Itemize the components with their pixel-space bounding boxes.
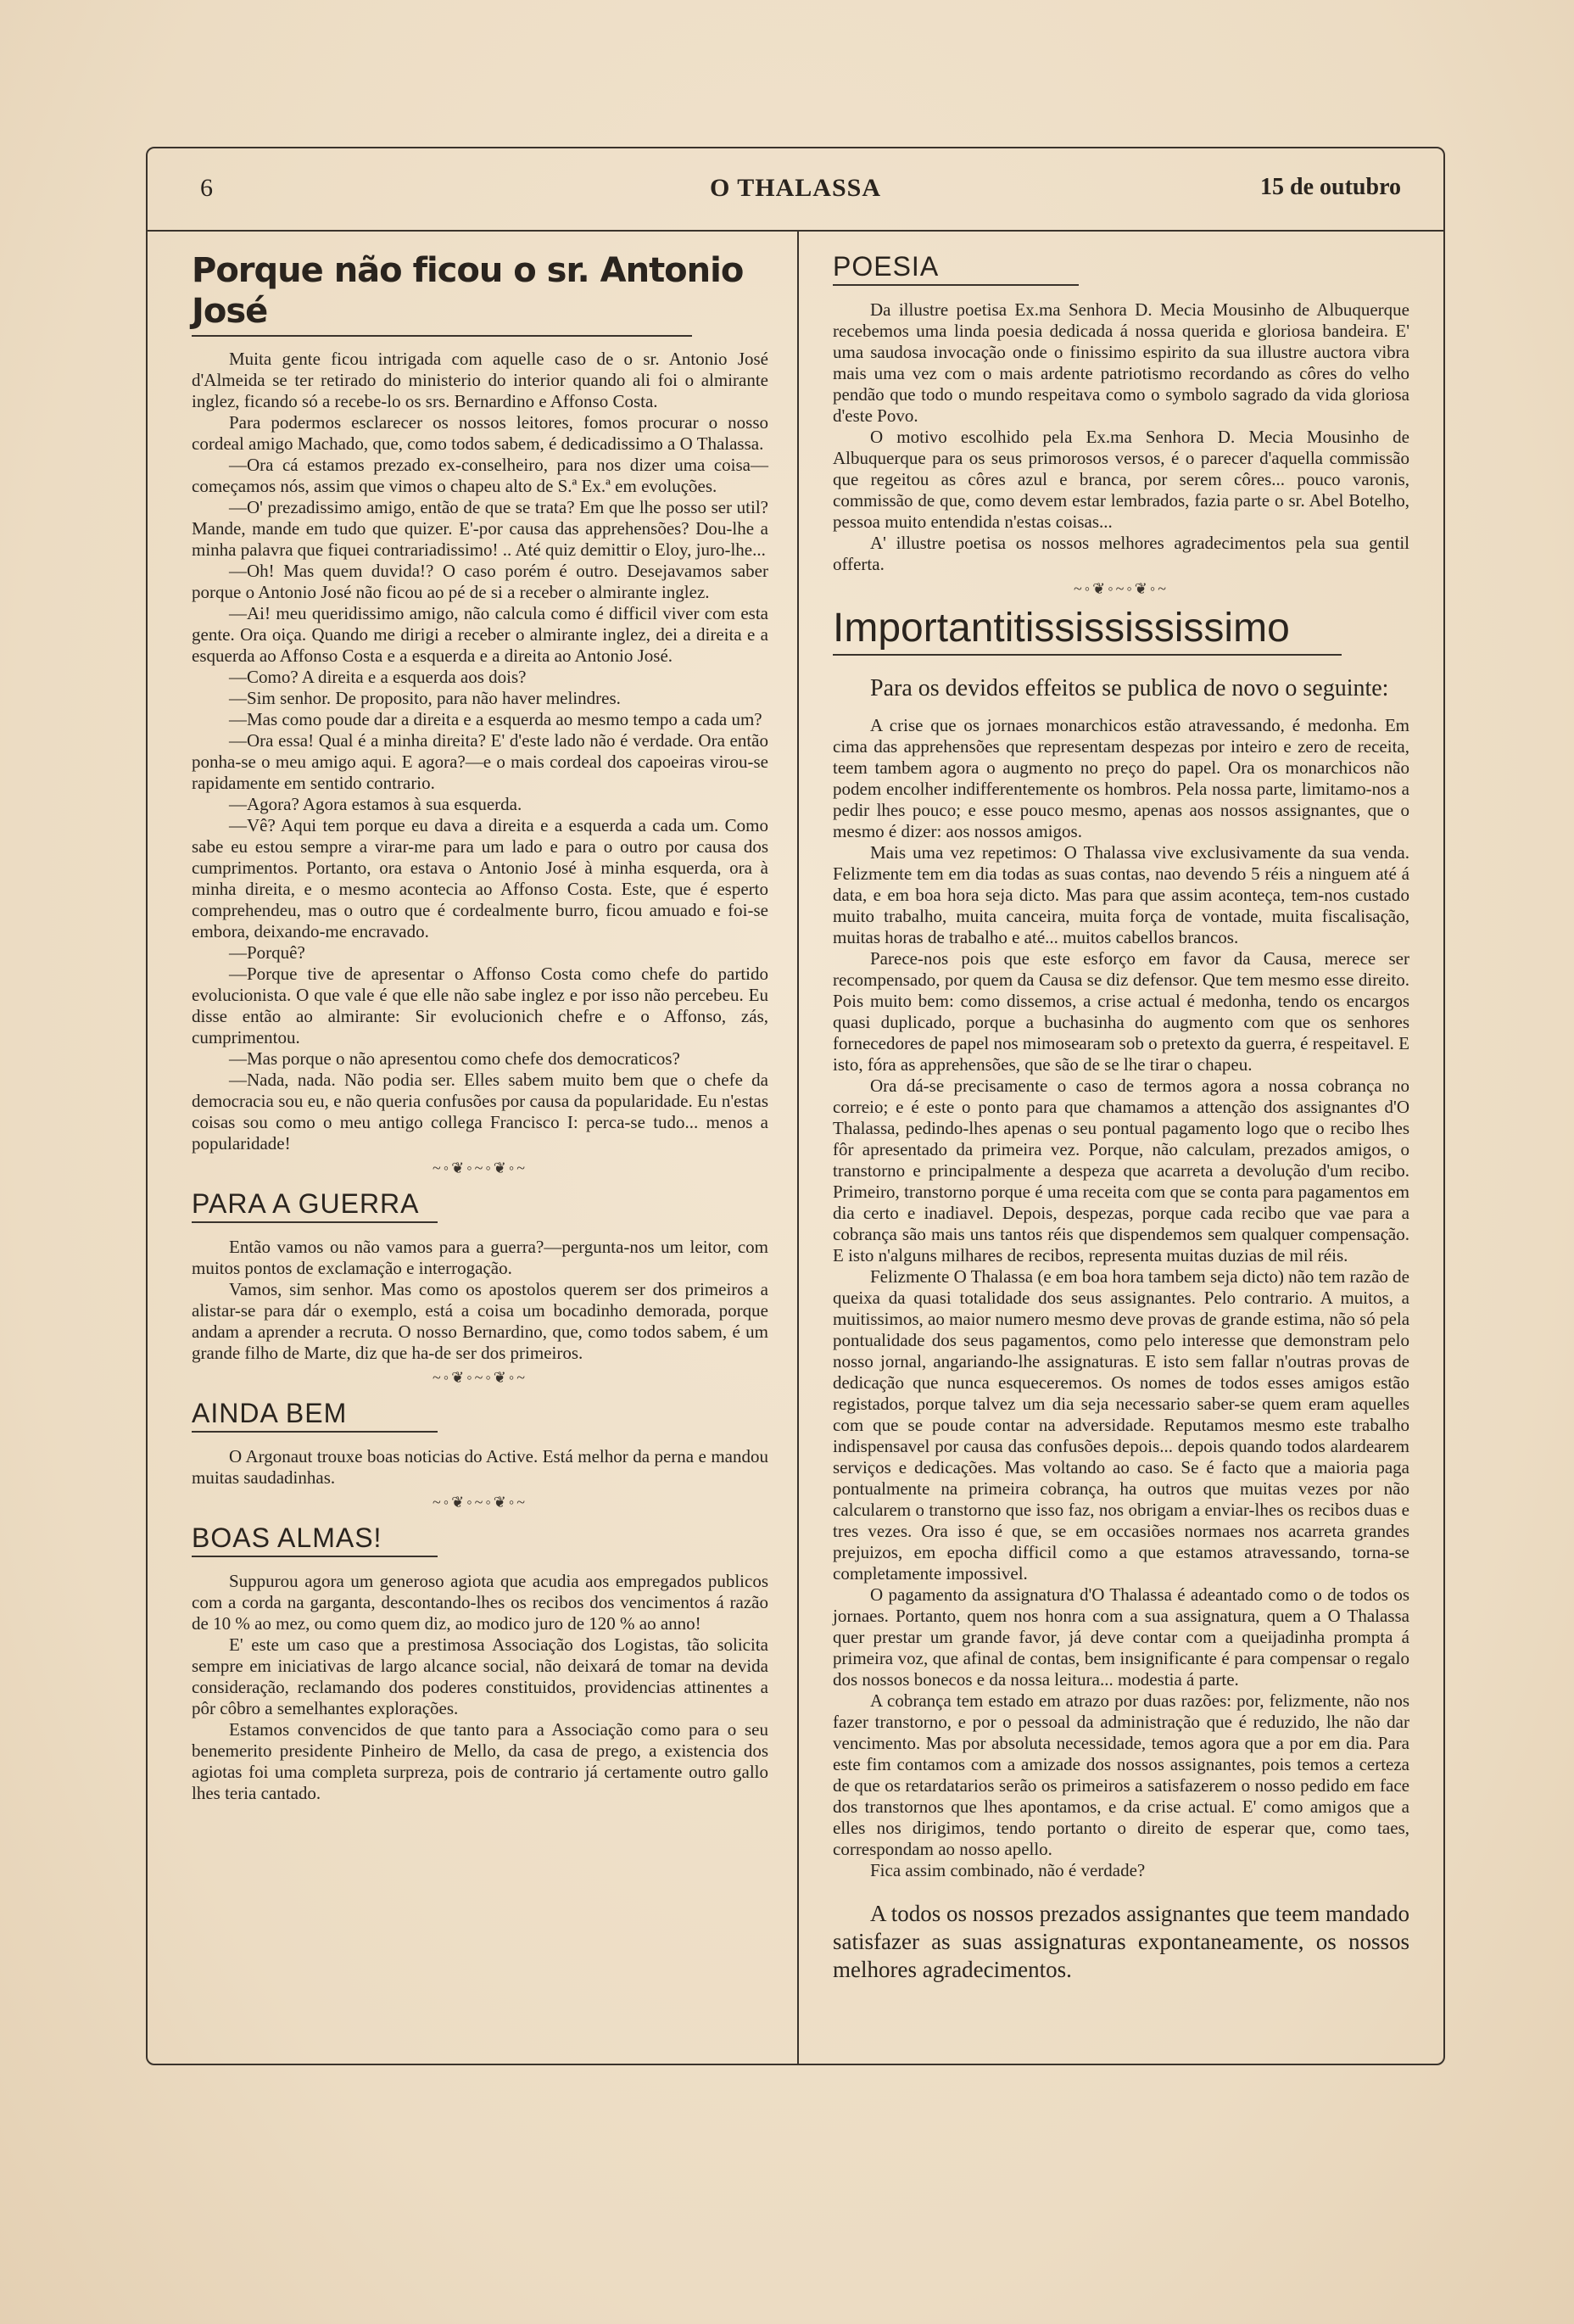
section-rule — [833, 284, 1079, 286]
section-body-importantitississississimo — [833, 715, 1409, 1881]
paragraph: Muita gente ficou intrigada com aquelle caso de o sr. Antonio José d'Almeida se ter retirado do ministerio do interior quando ali foi o almirante inglez, ficando só a recebe-lo os srs. Bernardino e Affonso Costa. — [192, 349, 768, 411]
left-column — [192, 250, 768, 1804]
paragraph: Para podermos esclarecer os nossos leitores, fomos procurar o nosso cordeal amigo Machado, que, como todos sabem, é dedicadissimo a O Thalassa. — [192, 412, 768, 454]
section-rule — [833, 654, 1342, 656]
lead-paragraph: Para os devidos effeitos se publica de novo o seguinte: — [870, 675, 1389, 701]
paragraph: O pagamento da assignatura d'O Thalassa é adeantado como o de todos os jornaes. Portanto, quem nos honra com a sua assignatura, quem a O Thalassa quer prestar um grande favor, já deve contar com a queijadinha prompta á primeira voz, que afinal de contas, bem insignificante é para compensar o regalo dos nossos bonecos e da nossa leitura... modestia á parte. — [833, 1584, 1409, 1690]
section-rule — [192, 1221, 438, 1223]
section-title-importantitississississimo: Importantitississississimo — [833, 606, 1290, 651]
paragraph: —Porquê? — [229, 942, 305, 963]
paragraph: —Oh! Mas quem duvida!? O caso porém é outro. Desejavamos saber porque o Antonio José não ficou ao pé de si a receber o almirante inglez. — [192, 561, 768, 602]
page-header — [148, 148, 1443, 232]
paragraph: Então vamos ou não vamos para a guerra?—pergunta-nos um leitor, com muitos pontos de exclamação e interrogação. — [192, 1237, 768, 1278]
paragraph: —Como? A direita e a esquerda aos dois? — [229, 667, 527, 687]
paragraph: Vamos, sim senhor. Mas como os apostolos querem ser dos primeiros a alistar-se para dár o exemplo, está a coisa um bocadinho demorada, porque andam a aprender a recruta. O nosso Bernardino, que, como todos sabem, é um grande filho de Marte, diz que ha-de ser dos primeiros. — [192, 1279, 768, 1363]
paragraph: A' illustre poetisa os nossos melhores agradecimentos pela sua gentil offerta. — [833, 533, 1409, 574]
article-body — [192, 349, 768, 1154]
paragraph: A cobrança tem estado em atrazo por duas razões: por, felizmente, não nos fazer transtorno, e por o pessoal da administração que é reduzido, lhe não dar vencimento. Mas por absoluta necessidade, temos agora que a por em dia. Para este fim contamos com a amizade dos nossos assignantes, pois temos a certeza de que os retardatarios serão os primeiros a satisfazerem o nosso pedido em face dos transtornos que lhes apontamos, e da crise actual. E' como amigos que a elles nos dirigimos, tendo portanto o direito de esperar que, como taes, correspondam ao nosso apello. — [833, 1690, 1409, 1859]
paragraph: Fica assim combinado, não é verdade? — [870, 1860, 1146, 1880]
paragraph: Parece-nos pois que este esforço em favor da Causa, merece ser recompensado, por quem da Causa se diz defensor. Que tem mesmo esse direito. Pois muito bem: como dissemos, a crise actual é medonha, tendo os encargos quasi duplicado, porque a buchasinha do augmento com que os senhores fornecedores de papel nos mimosearam sob o pretexto da guerra, é respeitavel. E isto, fóra as apprehensões, que são de se lhe tirar o chapeu. — [833, 948, 1409, 1075]
paragraph: —Ora essa! Qual é a minha direita? E' d'este lado não é verdade. Ora então ponha-se o meu amigo aqui. E agora?—e o mais cordeal dos capoeiras virou-se rapidamente em sentido contrario. — [192, 730, 768, 793]
section-rule — [192, 1556, 438, 1557]
section-body-para-a-guerra — [192, 1237, 768, 1364]
page-number: 6 — [200, 174, 213, 202]
paragraph: Ora dá-se precisamente o caso de termos agora a nossa cobrança no correio; e é este o ponto para que chamamos a attenção dos assignantes d'O Thalassa, pedindo-lhes apenas o seu pontual pagamento logo que o recibo lhes fôr apresentado da primeira vez. Porque, não calculam, prezados amigos, o transtorno e principalmente a despeza que acarreta a devolução d'um recibo. Primeiro, transtorno porque é uma receita com que se conta para pagamentos em dia certo e inadiavel. Depois, despezas, porque cada recibo que vae para a cobrança são mais uns tantos réis que dispendemos sem qualquer compensação. E isto n'alguns milhares de recibos, representa muitas duzias de mil réis. — [833, 1075, 1409, 1265]
section-body-boas-almas — [192, 1571, 768, 1804]
paragraph: O motivo escolhido pela Ex.ma Senhora D. Mecia Mousinho de Albuquerque para os seus primorosos versos, é o parecer d'aquella commissão que regeitou as côres azul e branca, por serem côres... pouco varonis, commissão de que, como devem estar lembrados, fazia parte o sr. Abel Botelho, pessoa muito entendida n'estas coisas... — [833, 427, 1409, 532]
paragraph: —Nada, nada. Não podia ser. Elles sabem muito bem que o chefe da democracia sou eu, e não queria confusões por causa da popularidade. Eu n'estas coisas sou como o meu antigo collega Francisco I: perca-se tudo... menos a popularidade! — [192, 1070, 768, 1154]
paragraph: —Mas porque o não apresentou como chefe dos democraticos? — [229, 1048, 680, 1069]
page-frame — [146, 147, 1445, 2065]
closing-paragraph: A todos os nossos prezados assignantes que teem mandado satisfazer as suas assignaturas expontaneamente, os nossos melhores agradecimentos. — [833, 1901, 1409, 1982]
section-body-poesia — [833, 299, 1409, 575]
paragraph: —Porque tive de apresentar o Affonso Costa como chefe do partido evolucionista. O que vale é que elle não sabe inglez e por isso não percebeu. Eu disse então ao almirante: Sir evolucionich chefre e o Affonso, zás, cumprimentou. — [192, 964, 768, 1047]
right-column — [833, 250, 1409, 1984]
paragraph: Mais uma vez repetimos: O Thalassa vive exclusivamente da sua venda. Felizmente tem em dia todas as suas contas, nao devendo 5 réis a ninguem até á data, e em boa hora seja dicto. Mas para que assim aconteça, tem-nos custado muito trabalho, muita canceira, muita força de vontade, muita fiscalisação, muitas horas de trabalho e até... muitos cabellos brancos. — [833, 842, 1409, 947]
section-title-poesia: POESIA — [833, 251, 940, 282]
paragraph: Suppurou agora um generoso agiota que acudia aos empregados publicos com a corda na garganta, descontando-lhes os recibos dos vencimentos á razão de 10 % ao mez, ou como quem diz, ao modico juro de 120 % ao anno! — [192, 1571, 768, 1634]
title-rule — [192, 335, 692, 337]
article-title: Porque não ficou o sr. Antonio José — [192, 251, 744, 331]
paragraph: Estamos convencidos de que tanto para a Associação como para o seu benemerito presidente Pinheiro de Mello, da casa de prego, a existencia dos agiotas foi uma completa surpreza, pois de contrario já certamente outro gallo lhes teria cantado. — [192, 1719, 768, 1803]
flourish-ornament-icon: ~◦❦◦~◦❦◦~ — [433, 1159, 527, 1176]
paragraph: —Ora cá estamos prezado ex-conselheiro, para nos dizer uma coisa—começamos nós, assim que vimos o chapeu alto de S.ª Ex.ª em evoluções. — [192, 455, 768, 496]
flourish-ornament-icon: ~◦❦◦~◦❦◦~ — [433, 1494, 527, 1511]
flourish-ornament-icon: ~◦❦◦~◦❦◦~ — [1074, 580, 1169, 597]
flourish-ornament-icon: ~◦❦◦~◦❦◦~ — [433, 1369, 527, 1386]
section-body-ainda-bem — [192, 1446, 768, 1489]
paragraph: Da illustre poetisa Ex.ma Senhora D. Mecia Mousinho de Albuquerque recebemos uma linda poesia dedicada á nossa querida e gloriosa bandeira. E' uma saudosa invocação onde o finissimo espirito da sua illustre auctora vibra mais uma vez com o mais ardente patriotismo recordando as côres do velho pendão que todo o mundo respeitava como o symbolo sagrado da vida gloriosa d'este Povo. — [833, 299, 1409, 426]
paragraph: A crise que os jornaes monarchicos estão atravessando, é medonha. Em cima das apprehensões que representam despezas por inteiro e zero de receita, teem tambem agora o augmento no preço do papel. Ora os monarchicos não podem encolher indifferentemente os hombros. Pela nossa parte, limitamo-nos a pedir lhes pouco; e esse pouco mesmo, apenas aos nossos assignantes, que o mesmo é dizer: aos nossos amigos. — [833, 715, 1409, 841]
paragraph: Felizmente O Thalassa (e em boa hora tambem seja dicto) não tem razão de queixa da quasi totalidade dos seus assignantes. Pelo contrario. A muitos, a muitissimos, ao maior numero mesmo deve provas de grande estima, não só pela pontualidade dos seus pagamentos, como pelo interesse que demonstram pelo nosso jornal, angariando-lhe assignaturas. E isto sem fallar n'outras provas de dedicação que nunca esqueceremos. Os nomes de todos esses amigos estão registados, porque talvez um dia seja necessario saber-se quem eram aquelles com que se poude contar na adversidade. Reputamos mesmo este trabalho indispensavel por causa das confusões depois... depois quando todos alardearem serviços e dedicações. Mas voltando ao caso. Se é facto que a maioria paga pontualmente na primeira cobrança, ha outros que muitas vezes por não calcularem o transtorno que isso faz, nos obrigam a enviar-lhes os recibos duas e tres vezes. Ora isso é que, se em occasiões normaes nos acarreta grandes prejuizos, em epocha difficil como a que estamos atravessando, torna-se completamente impossivel. — [833, 1266, 1410, 1584]
paragraph: —O' prezadissimo amigo, então de que se trata? Em que lhe posso ser util? Mande, mande em tudo que quizer. E'-por causa das apprehensões? Dou-lhe a minha palavra que fiquei contrariadissimo! .. Até quiz demittir o Eloy, juro-lhe... — [192, 497, 768, 560]
masthead-title: O THALASSA — [709, 174, 881, 202]
paragraph: —Ai! meu queridissimo amigo, não calcula como é difficil viver com esta gente. Ora oiça. Quando me dirigi a receber o almirante inglez, dei a direita e a esquerda ao Affonso Costa e a esquerda e a direita ao Antonio José. — [192, 603, 768, 666]
issue-date: 15 de outubro — [1260, 174, 1401, 200]
paragraph: —Agora? Agora estamos à sua esquerda. — [229, 794, 522, 814]
section-title-para-a-guerra: PARA A GUERRA — [192, 1188, 420, 1219]
section-rule — [192, 1431, 438, 1433]
paragraph: —Vê? Aqui tem porque eu dava a direita e a esquerda a cada um. Como sabe eu estou sempre a virar-me para um lado e para o outro por causa dos cumprimentos. Portanto, ora estava o Antonio José à minha esquerda, ora à minha direita, e o mesmo acontecia ao Affonso Costa. Este, que é esperto comprehendeu, mas o outro que é cordealmente burro, ficou amuado e foi-se embora, deixando-me encravado. — [192, 815, 768, 941]
column-divider — [797, 230, 799, 2064]
section-title-boas-almas: BOAS ALMAS! — [192, 1522, 382, 1553]
paragraph: E' este um caso que a prestimosa Associação dos Logistas, tão solicita sempre em iniciativas de largo alcance social, não deixará de tomar na devida consideração, reclamando dos poderes constituidos, providencias attinentes a pôr côbro a semelhantes explorações. — [192, 1634, 768, 1718]
paragraph: —Sim senhor. De proposito, para não haver melindres. — [229, 688, 621, 708]
section-title-ainda-bem: AINDA BEM — [192, 1398, 348, 1428]
paragraph: O Argonaut trouxe boas noticias do Active. Está melhor da perna e mandou muitas saudadinhas. — [192, 1446, 768, 1488]
paragraph: —Mas como poude dar a direita e a esquerda ao mesmo tempo a cada um? — [229, 709, 762, 729]
